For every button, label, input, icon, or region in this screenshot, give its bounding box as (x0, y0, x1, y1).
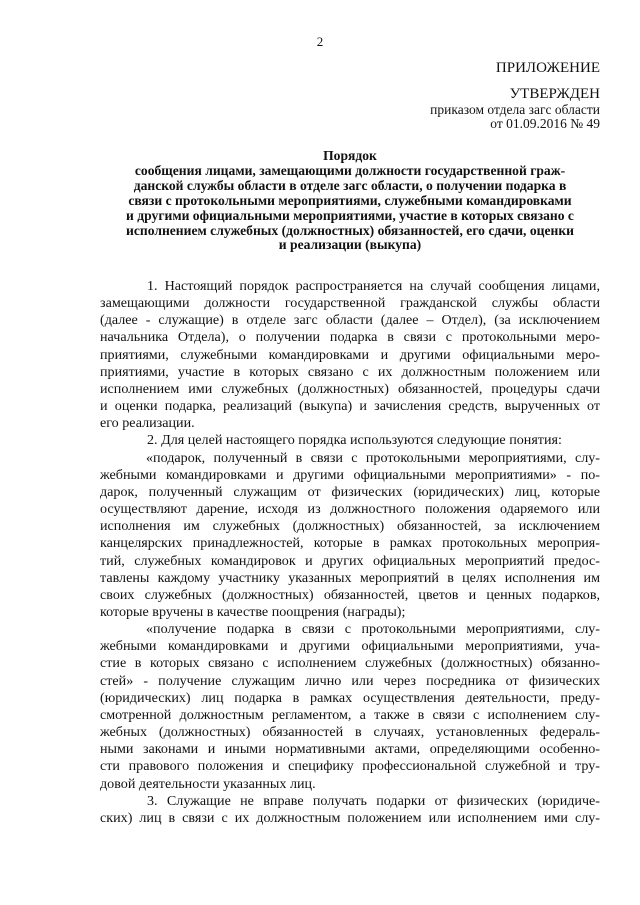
paragraph-1-line: и оценки подарка, реализаций (выкупа) и зачисления средств, вырученных от (100, 398, 600, 415)
document-body (100, 278, 600, 827)
paragraph-3-line: ских) лиц в связи с их должностным положением или исполнением ими слу- (100, 809, 600, 826)
title-line: исполнением служебных (должностных) обязанностей, его сдачи, оценки (126, 222, 574, 238)
definition-2-line: «получение подарка в связи с протокольными мероприятиями, слу- (146, 621, 600, 638)
definition-2-line: жебными командировками и другими официальными мероприятиями, уча- (100, 638, 600, 655)
paragraph-1-line: приятиями, служебными командировками и другими официальными меро- (100, 346, 600, 363)
definition-1-line: дарок, полученный служащим от физических (юридических) лиц, которые (100, 483, 600, 500)
definition-2-line: ными законами и иными нормативными актами, определяющими особенно- (100, 741, 600, 758)
paragraph-1-line: (далее - служащие) в отделе загс области (далее – Отдел), (за исключением (100, 312, 600, 329)
definition-1-line: жебными командировками и другими официальными мероприятиями» - по- (100, 466, 600, 483)
paragraph-1-line: 1. Настоящий порядок распространяется на случай сообщения лицами, (147, 278, 600, 294)
definition-1-line: канцелярских принадлежностей, которые в рамках протокольных мероприя- (100, 535, 600, 552)
definition-2-line: сти правового положения и специфику профессиональной служебной и тру- (100, 758, 600, 775)
paragraph-2-line: 2. Для целей настоящего порядка используются следующие понятия: (147, 432, 562, 449)
definition-1-line: «подарок, полученный в связи с протокольными мероприятиями, слу- (146, 449, 600, 466)
order-reference: приказом отдела загс области (430, 102, 600, 117)
title-line: связи с протокольными мероприятиями, служебными командировками (128, 192, 572, 208)
title-heading: Порядок (323, 148, 377, 163)
definition-1-line: тавлены каждому участнику указанных мероприятий в целях исполнения им (100, 569, 600, 586)
definition-2-line: жебных (должностных) обязанностей в случаях, установленных федераль- (100, 724, 600, 741)
definition-1-line: которые вручены в качестве поощрения (награды); (100, 603, 406, 620)
page-number: 2 (316, 34, 324, 49)
title-line: данской службы области в отделе загс области, о получении подарка в (133, 177, 567, 193)
document-title (100, 149, 600, 253)
order-date: от 01.09.2016 № 49 (490, 116, 600, 131)
appendix-label: ПРИЛОЖЕНИЕ (495, 60, 600, 76)
definition-1-line: исполнения им служебных (должностных) обязанностей, за исключением (100, 518, 600, 535)
paragraph-1-line: начальника Отдела), о получении подарка в связи с протокольными меро- (100, 329, 600, 346)
approved-label: УТВЕРЖДЕН (509, 86, 600, 102)
definition-2-line: смотренной должностным регламентом, а также в связи с исполнением слу- (100, 706, 600, 723)
definition-1-line: тий, служебных командировок и других официальных мероприятий предос- (100, 552, 600, 569)
title-line: и реализации (выкупа) (278, 237, 422, 253)
title-line: сообщения лицами, замещающими должности государственной граж- (134, 162, 566, 178)
paragraph-1-line: приятиями, участие в которых связано с их должностным положением или (100, 363, 600, 380)
definition-2-line: стие в которых связано с исполнением служебных (должностных) обязанно- (100, 655, 600, 672)
definition-2-line: (юридических) лиц подарка в рамках осуществления деятельности, преду- (100, 689, 600, 706)
definition-1-line: своих служебных (должностных) обязанностей, цветов и ценных подарков, (100, 586, 600, 603)
paragraph-1-line: замещающими должности государственной гражданской службы области (100, 295, 600, 312)
paragraph-1-line: его реализации. (100, 415, 195, 432)
definition-2-line: стей» - получение служащим лично или через посредника от физических (100, 672, 600, 689)
title-line: и другими официальными мероприятиями, участие в которых связано с (126, 207, 574, 223)
definition-1-line: осуществляют дарение, исходя из должностного положения одаряемого или (100, 501, 600, 518)
paragraph-3-line: 3. Служащие не вправе получать подарки от физических (юридиче- (147, 792, 600, 809)
definition-2-line: довой деятельности указанных лиц. (100, 775, 316, 792)
paragraph-1-line: исполнением ими служебных (должностных) обязанностей, процедуры сдачи (100, 380, 600, 397)
